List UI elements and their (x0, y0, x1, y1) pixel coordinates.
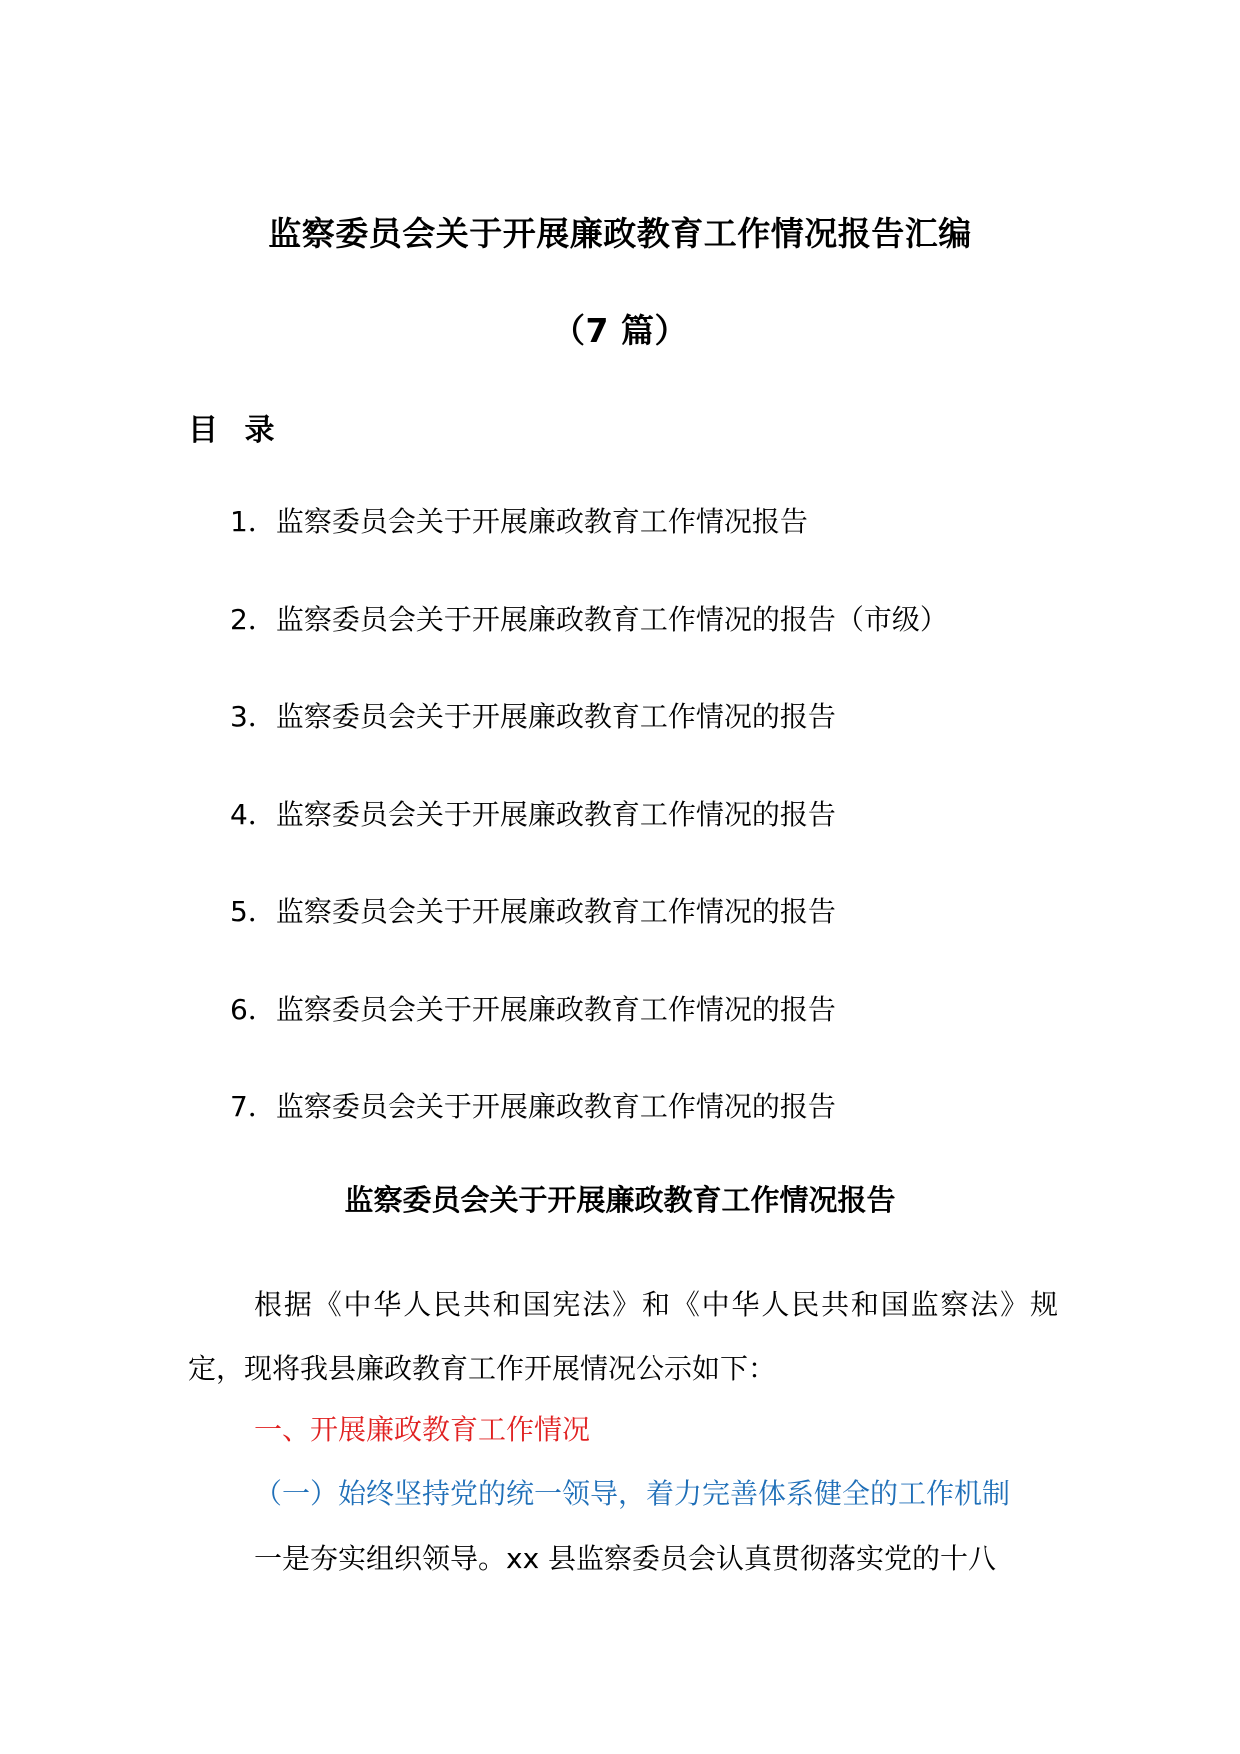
toc-item-text: 监察委员会关于开展廉政教育工作情况的报告 (275, 1090, 836, 1123)
toc-item-number: 1． (230, 505, 276, 538)
toc-item-text: 监察委员会关于开展廉政教育工作情况的报告 (275, 992, 836, 1026)
document-title-count: （7 篇） (552, 311, 688, 350)
toc-item-text: 监察委员会关于开展廉政教育工作情况的报告 (275, 797, 836, 831)
toc-heading: 目 录 (188, 413, 283, 448)
heading-level-2: （一）始终坚持党的统一领导，着力完善体系健全的工作机制 (254, 1477, 1011, 1510)
toc-item-number: 4． (230, 797, 276, 831)
toc-item-text: 监察委员会关于开展廉政教育工作情况报告 (275, 505, 808, 538)
toc-item[interactable] (230, 795, 948, 893)
toc-item-text: 监察委员会关于开展廉政教育工作情况的报告 (275, 895, 836, 928)
toc-item-number: 6． (230, 992, 276, 1026)
toc-item-number: 5． (230, 895, 276, 928)
body-paragraph-2: 一是夯实组织领导。xx 县监察委员会认真贯彻落实党的十八 (254, 1542, 997, 1575)
toc-item-number: 2． (230, 602, 276, 636)
toc-item[interactable] (230, 990, 948, 1088)
section-title: 监察委员会关于开展廉政教育工作情况报告 (344, 1183, 896, 1217)
toc-item[interactable] (230, 892, 948, 990)
toc-item[interactable] (230, 502, 948, 600)
toc-item[interactable] (230, 1087, 948, 1185)
toc-item-number: 7． (230, 1090, 276, 1123)
toc-item-text: 监察委员会关于开展廉政教育工作情况的报告（市级） (275, 602, 948, 636)
toc-item-text: 监察委员会关于开展廉政教育工作情况的报告 (275, 700, 836, 733)
toc-item-number: 3． (230, 700, 276, 733)
table-of-contents (230, 502, 948, 1185)
toc-item[interactable] (230, 697, 948, 795)
document-title: 监察委员会关于开展廉政教育工作情况报告汇编 (268, 214, 972, 253)
body-paragraph: 根据《中华人民共和国宪法》和《中华人民共和国监察法》规定，现将我县廉政教育工作开展情况公示如下： (188, 1288, 1058, 1385)
heading-level-1: 一、开展廉政教育工作情况 (254, 1413, 591, 1446)
toc-item[interactable] (230, 600, 948, 698)
